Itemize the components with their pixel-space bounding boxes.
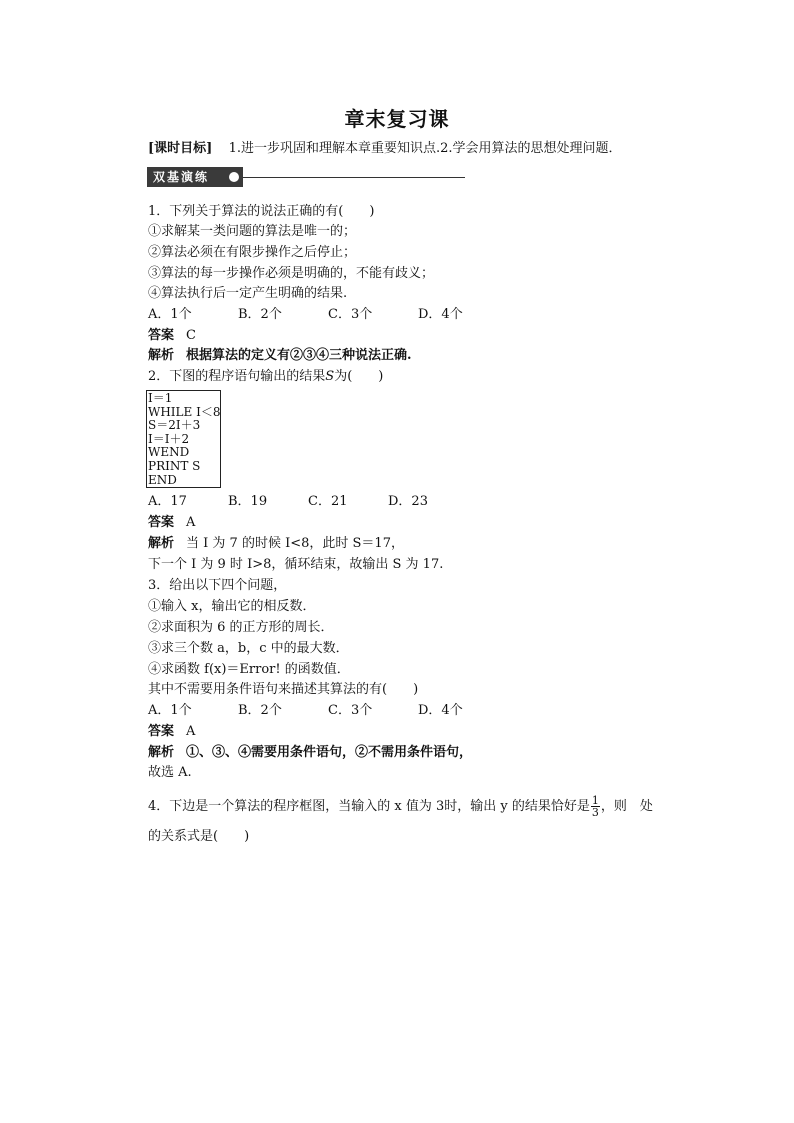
bullet-icon (229, 172, 239, 182)
objective-text: 1.进一步巩固和理解本章重要知识点.2.学会用算法的思想处理问题． (228, 141, 622, 156)
q1-options (148, 306, 463, 324)
q1-answer (148, 327, 196, 345)
objective-label: [课时目标] (148, 141, 213, 156)
q1-item-4: ④算法执行后一定产生明确的结果. (148, 286, 348, 301)
q2-stem-var: S (325, 369, 335, 384)
q1-stem: 1．下列关于算法的说法正确的有( ) (148, 204, 375, 219)
answer-value: A (186, 724, 196, 739)
q2-option-c: C．21 (308, 494, 348, 509)
code-line: WEND (148, 445, 190, 460)
fraction-numerator: 1 (591, 794, 599, 807)
q3-item-1: ①输入 x，输出它的相反数． (148, 599, 316, 614)
fraction (591, 795, 600, 818)
analysis-text: 根据算法的定义有②③④三种说法正确. (186, 348, 412, 363)
code-line: PRINT S (148, 458, 201, 473)
q2-stem-end: 为( ) (334, 369, 384, 384)
analysis-text: 当 I 为 7 的时候 I<8，此时 S＝17， (186, 536, 404, 551)
q1-item-1: ①求解某一类问题的算法是唯一的； (148, 224, 357, 239)
section-divider (243, 177, 465, 178)
q2-analysis-cont: 下一个 I 为 9 时 I>8，循环结束，故输出 S 为 17. (148, 557, 444, 572)
q3-question: 其中不需要用条件语句来描述其算法的有( ) (148, 682, 419, 697)
answer-label: 答案 (148, 724, 175, 739)
q3-item-2: ②求面积为 6 的正方形的周长． (148, 620, 334, 635)
q3-item-3: ③求三个数 a，b，c 中的最大数． (148, 641, 349, 656)
q2-answer (148, 514, 195, 532)
q2-option-d: D．23 (388, 494, 428, 509)
q3-option-c: C．3个 (328, 703, 373, 718)
code-block (146, 390, 221, 488)
q1-analysis (148, 347, 412, 365)
q3-stem: 3．给出以下四个问题， (148, 578, 287, 593)
code-line: I＝1 (148, 391, 173, 405)
q1-option-d: D．4个 (418, 307, 463, 322)
analysis-label: 解析 (148, 348, 175, 363)
q4-stem-text: 4．下边是一个算法的程序框图，当输入的 x 值为 3时，输出 y 的结果恰好是 (148, 799, 590, 814)
q1-option-c: C．3个 (328, 307, 373, 322)
q1-item-2: ②算法必须在有限步操作之后停止； (148, 245, 357, 260)
answer-label: 答案 (148, 515, 175, 530)
analysis-label: 解析 (148, 536, 175, 551)
q2-option-a: A．17 (148, 494, 187, 509)
q3-option-a: A．1个 (148, 703, 192, 718)
q1-item-3: ③算法的每一步操作必须是明确的，不能有歧义； (148, 266, 435, 281)
section-banner (147, 167, 467, 187)
q3-analysis (148, 744, 472, 762)
q3-option-b: B．2个 (238, 703, 282, 718)
q4-stem-line2: 的关系式是( ) (148, 829, 250, 844)
q2-analysis (148, 535, 404, 553)
q4-stem (148, 795, 653, 818)
analysis-text: ①、③、④需要用条件语句，②不需用条件语句， (186, 745, 473, 760)
answer-value: C (186, 328, 196, 343)
page-title: 章末复习课 (344, 107, 450, 131)
code-line: END (148, 472, 177, 487)
analysis-label: 解析 (148, 745, 175, 760)
q2-options (148, 493, 428, 511)
section-label-text: 双基演练 (153, 170, 210, 184)
q1-option-a: A．1个 (148, 307, 192, 322)
q2-stem-text: 2．下图的程序语句输出的结果 (148, 369, 326, 384)
q4-stem-end: ，则 处 (600, 799, 653, 814)
code-line: WHILE I＜8 (148, 404, 221, 419)
q3-option-d: D．4个 (418, 703, 463, 718)
code-line: S＝2I＋3 (148, 418, 201, 433)
q2-option-b: B．19 (228, 494, 268, 509)
answer-value: A (186, 515, 196, 530)
lesson-objective (148, 140, 622, 158)
fraction-denominator: 3 (591, 806, 599, 819)
q3-answer (148, 723, 195, 741)
answer-label: 答案 (148, 328, 175, 343)
q2-stem (148, 368, 383, 386)
code-line: I＝I＋2 (148, 431, 190, 446)
q3-conclusion: 故选 A. (148, 765, 192, 780)
q3-options (148, 702, 463, 720)
q1-option-b: B．2个 (238, 307, 282, 322)
q3-item-4: ④求函数 f(x)＝Error! 的函数值． (148, 662, 350, 677)
